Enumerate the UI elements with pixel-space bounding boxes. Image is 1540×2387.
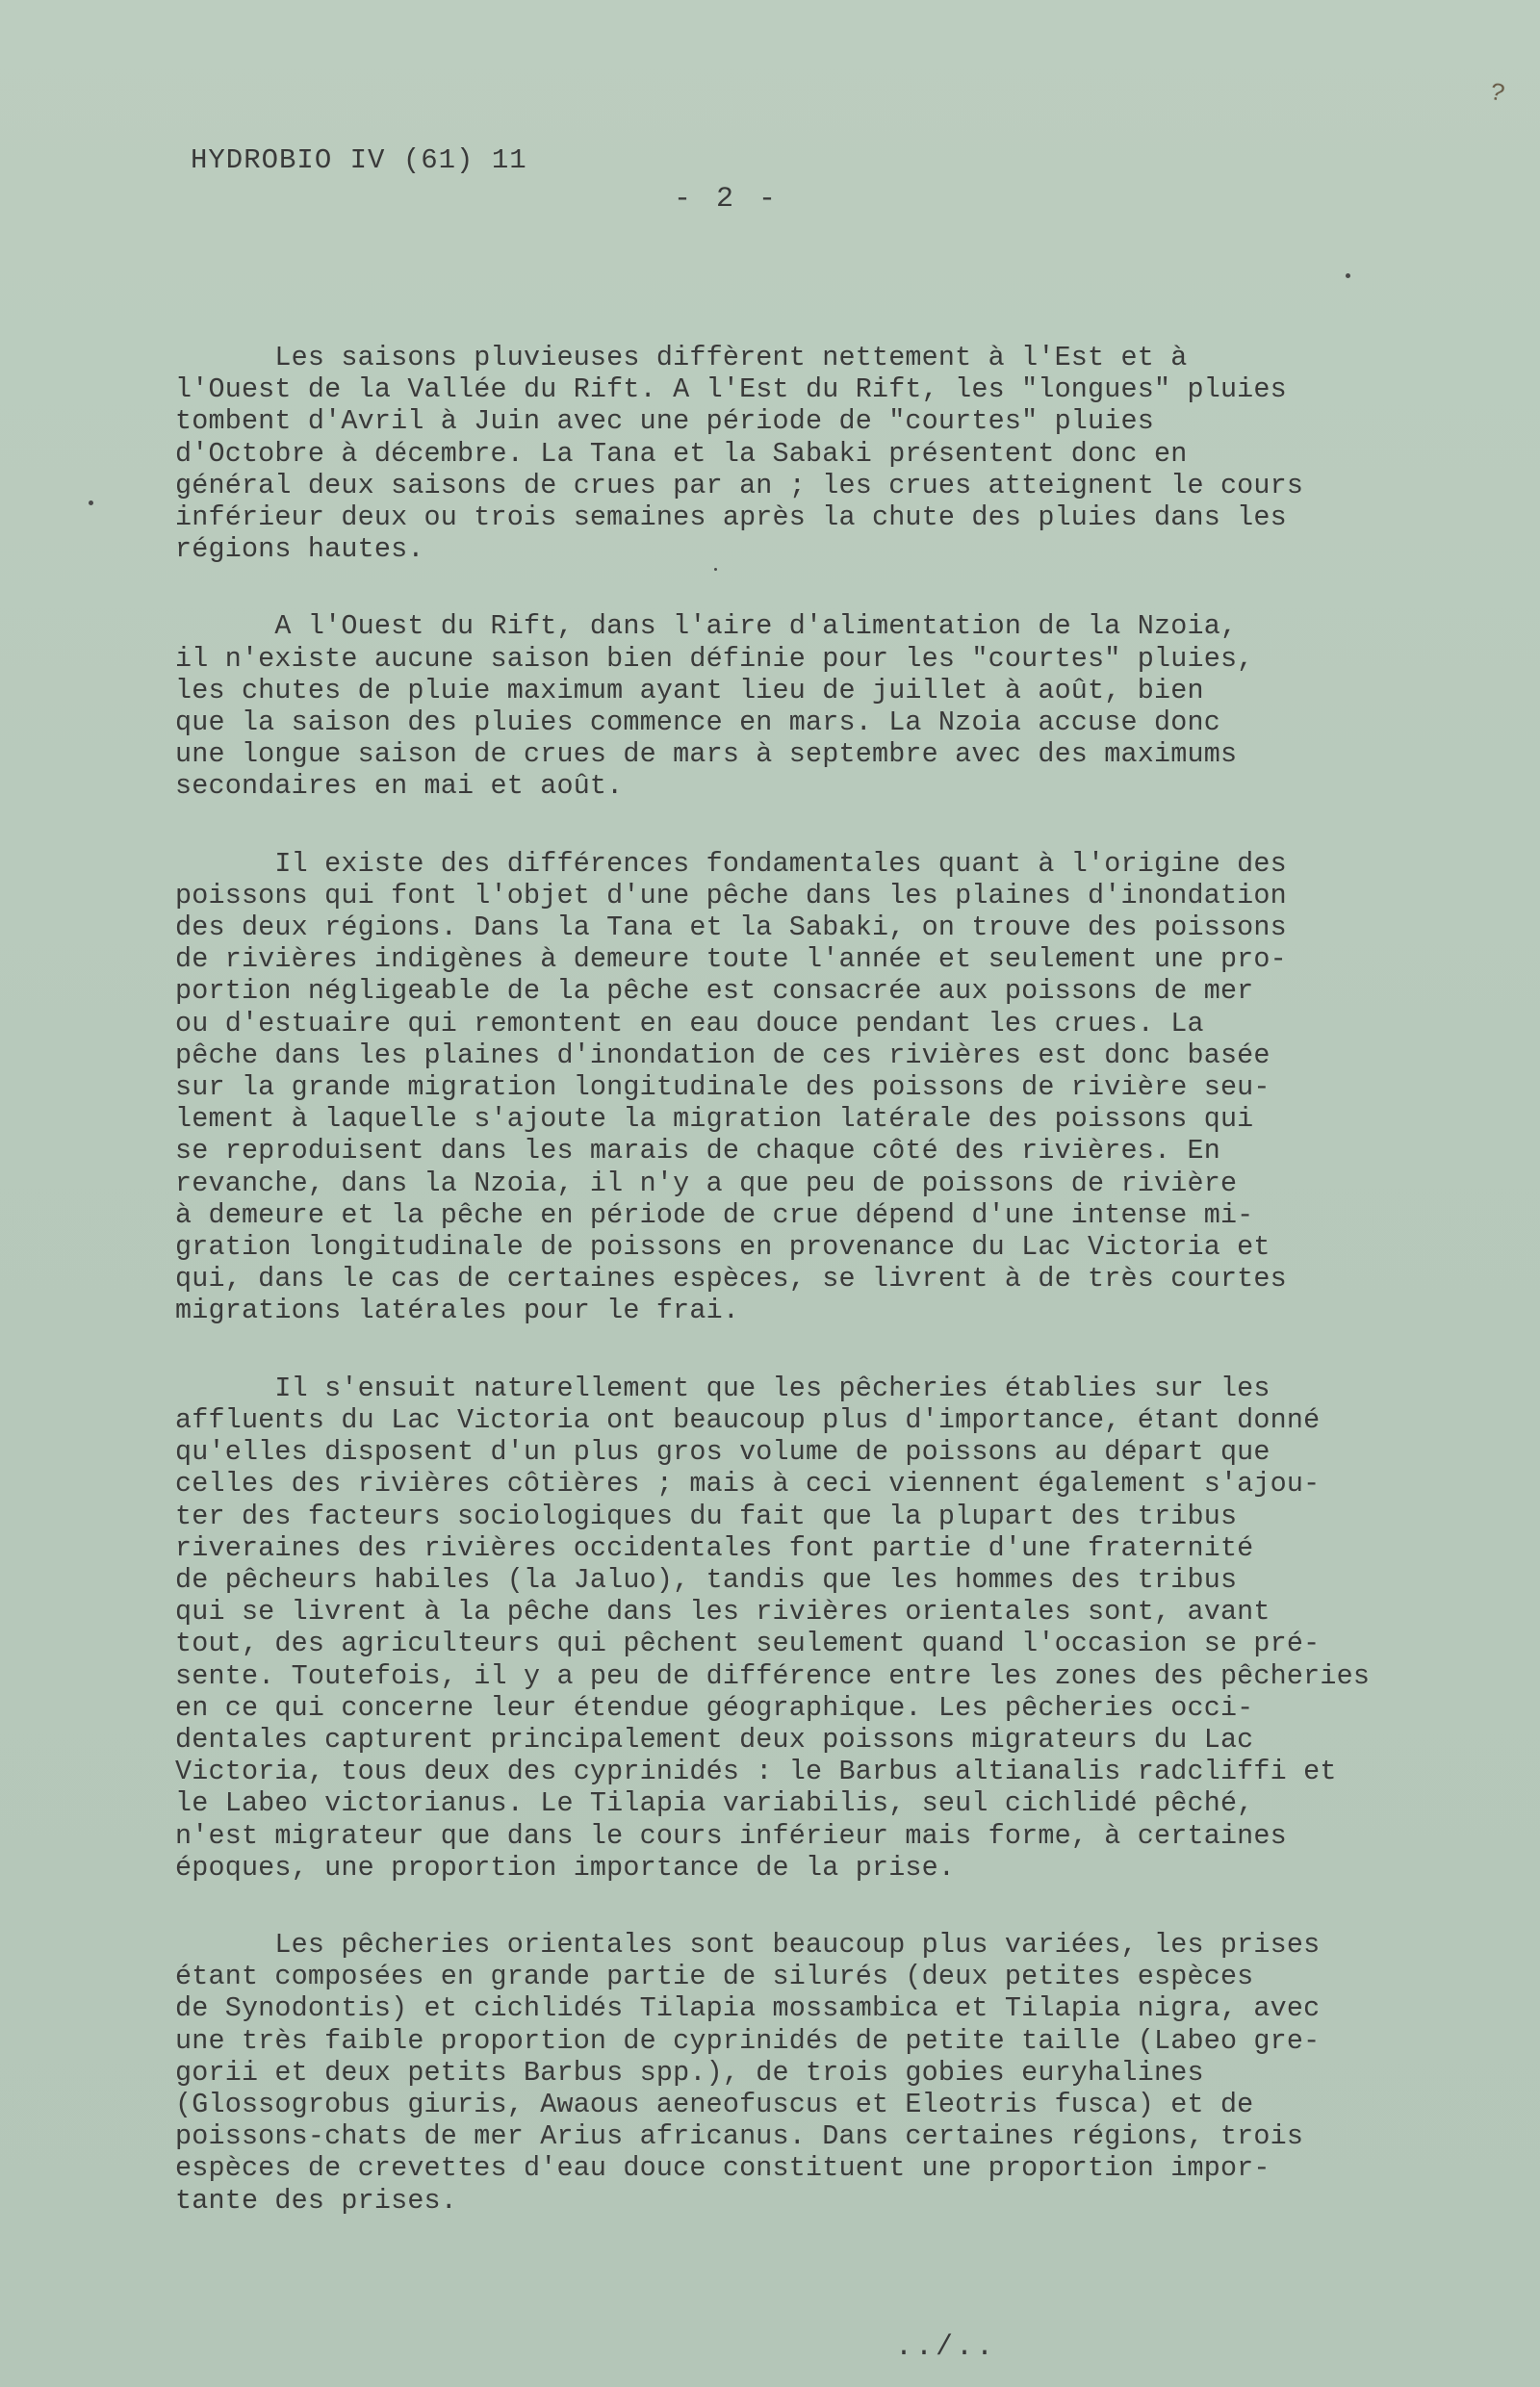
text-line: se reproduisent dans les marais de chaque côté des rivières. En [175,1135,1220,1168]
page-number: - 2 - [674,183,781,216]
text-line: A l'Ouest du Rift, dans l'aire d'alimentation de la Nzoia, [175,610,1238,643]
document-reference: HYDROBIO IV (61) 11 [191,144,527,176]
text-line: Victoria, tous deux des cyprinidés : le Barbus altianalis radcliffi et [175,1756,1337,1788]
paper-speck [1346,273,1350,278]
text-line: ou d'estuaire qui remontent en eau douce pendant les crues. La [175,1007,1204,1040]
document-body [175,342,1371,2262]
text-line: d'Octobre à décembre. La Tana et la Sabaki présentent donc en [175,437,1188,470]
continuation-mark: ../.. [895,2331,997,2364]
text-line: lement à laquelle s'ajoute la migration latérale des poissons qui [175,1103,1254,1136]
paragraph-2 [175,610,1335,802]
text-line: Les pêcheries orientales sont beaucoup plus variées, les prises [175,1928,1321,1961]
text-line: étant composées en grande partie de silurés (deux petites espèces [175,1961,1254,1993]
text-line: le Labeo victorianus. Le Tilapia variabilis, seul cichlidé pêché, [175,1787,1254,1820]
text-line: régions hautes. [175,533,424,566]
text-line: sente. Toutefois, il y a peu de différence entre les zones des pêcheries [175,1659,1371,1692]
text-line: à demeure et la pêche en période de crue dépend d'une intense mi- [175,1198,1254,1231]
paragraph-3 [175,848,1335,1327]
text-line: gorii et deux petits Barbus spp.), de trois gobies euryhalines [175,2056,1204,2089]
text-line: portion négligeable de la pêche est consacrée aux poissons de mer [175,975,1254,1008]
text-line: en ce qui concerne leur étendue géographique. Les pêcheries occi- [175,1691,1254,1724]
text-line: poissons qui font l'objet d'une pêche dans les plaines d'inondation [175,879,1287,911]
text-line: poissons-chats de mer Arius africanus. Dans certaines régions, trois [175,2120,1304,2153]
text-line: affluents du Lac Victoria ont beaucoup plus d'importance, étant donné [175,1403,1321,1436]
text-line: secondaires en mai et août. [175,770,624,803]
text-line: Les saisons pluvieuses diffèrent nettement à l'Est et à [175,342,1188,373]
text-line: tante des prises. [175,2184,458,2217]
paragraph-1 [175,342,1335,565]
text-line: dentales capturent principalement deux poissons migrateurs du Lac [175,1723,1254,1756]
text-line: tombent d'Avril à Juin avec une période de "courtes" pluies [175,405,1154,438]
text-line: Il existe des différences fondamentales quant à l'origine des [175,847,1287,880]
text-line: de pêcheurs habiles (la Jaluo), tandis que les hommes des tribus [175,1563,1238,1596]
text-line: espèces de crevettes d'eau douce constituent une proportion impor- [175,2152,1270,2185]
text-line: de rivières indigènes à demeure toute l'année et seulement une pro- [175,943,1287,976]
text-line: l'Ouest de la Vallée du Rift. A l'Est du Rift, les "longues" pluies [175,373,1287,406]
text-line: (Glossogrobus giuris, Awaous aeneofuscus et Eleotris fusca) et de [175,2088,1254,2120]
corner-mark: ? [1487,77,1508,110]
text-line: pêche dans les plaines d'inondation de ces rivières est donc basée [175,1039,1270,1071]
text-line: des deux régions. Dans la Tana et la Sabaki, on trouve des poissons [175,911,1287,944]
text-line: que la saison des pluies commence en mars. La Nzoia accuse donc [175,706,1220,739]
text-line: une très faible proportion de cyprinidés de petite taille (Labeo gre- [175,2024,1321,2057]
paper-speck [714,568,717,571]
text-line: il n'existe aucune saison bien définie pour les "courtes" pluies, [175,642,1254,675]
text-line: sur la grande migration longitudinale des poissons de rivière seu- [175,1071,1270,1104]
text-line: époques, une proportion importance de la prise. [175,1851,956,1884]
text-line: riveraines des rivières occidentales font partie d'une fraternité [175,1531,1254,1564]
text-line: général deux saisons de crues par an ; les crues atteignent le cours [175,469,1304,501]
text-line: ter des facteurs sociologiques du fait que la plupart des tribus [175,1500,1238,1532]
text-line: migrations latérales pour le frai. [175,1295,740,1327]
text-line: qui se livrent à la pêche dans les rivières orientales sont, avant [175,1596,1270,1629]
paragraph-5 [175,1929,1335,2217]
text-line: qu'elles disposent d'un plus gros volume de poissons au départ que [175,1436,1270,1469]
text-line: celles des rivières côtières ; mais à ceci viennent également s'ajou- [175,1468,1321,1501]
paragraph-4 [175,1372,1371,1884]
paper-speck [89,500,93,505]
text-line: une longue saison de crues de mars à septembre avec des maximums [175,738,1238,771]
text-line: Il s'ensuit naturellement que les pêcheries établies sur les [175,1372,1270,1404]
text-line: revanche, dans la Nzoia, il n'y a que peu de poissons de rivière [175,1167,1238,1199]
text-line: de Synodontis) et cichlidés Tilapia mossambica et Tilapia nigra, avec [175,1992,1321,2025]
text-line: gration longitudinale de poissons en provenance du Lac Victoria et [175,1231,1270,1264]
text-line: les chutes de pluie maximum ayant lieu de juillet à août, bien [175,674,1204,706]
text-line: n'est migrateur que dans le cours inférieur mais forme, à certaines [175,1819,1287,1852]
text-line: tout, des agriculteurs qui pêchent seulement quand l'occasion se pré- [175,1628,1321,1660]
text-line: inférieur deux ou trois semaines après la chute des pluies dans les [175,501,1287,534]
text-line: qui, dans le cas de certaines espèces, se livrent à de très courtes [175,1263,1287,1296]
